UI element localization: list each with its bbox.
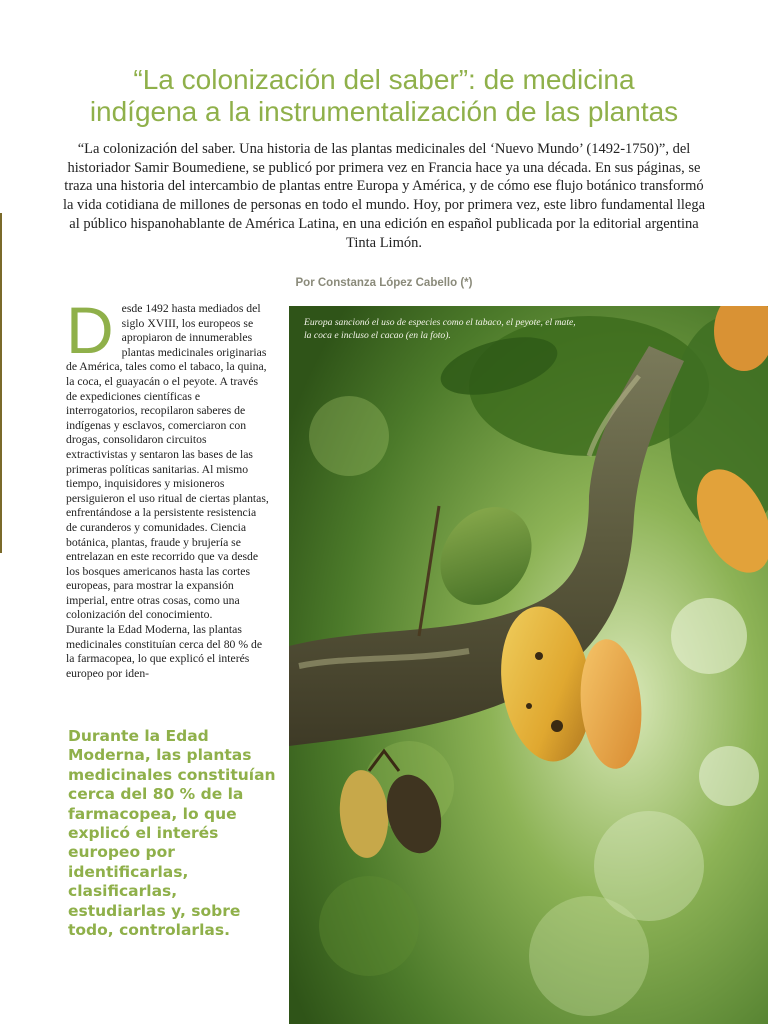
title-line-2: indígena a la instrumentalización de las plantas <box>89 96 679 127</box>
body-paragraph-1: esde 1492 hasta mediados del siglo XVIII, los europeos se apropiaron de innumerables plantas medicinales originarias de América, tales como el tabaco, la quina, la coca, el guayacán o el peyote. A través de expediciones científicas e interrogatorios, recopilaron saberes de indígenas y esclavos, comerciaron con drogas, consolidaron circuitos extractivistas y sentaron las bases de las primeras políticas sanitarias. Al mismo tiempo, inquisidores y misioneros persiguieron el uso ritual de ciertas plantas, enfrentándose a la persistente resistencia de curanderos y comunidades. Ciencia botánica, plantas, fraude y brujería se entrelazan en este recorrido que va desde los bosques americanos hasta las cortes europeas, para mostrar la expansión imperial, entre otras cosas, como una colonización del conocimiento. <box>66 302 269 622</box>
body-column <box>66 293 270 681</box>
title-line-1: “La colonización del saber”: de medicina <box>133 64 635 95</box>
pull-quote: Durante la Edad Moderna, las plantas medicinales constituían cerca del 80 % de la farmacopea, lo que explicó el interés europeo por identificarlas, clasificarlas, estudiarlas y, sobre todo, controlarlas. <box>68 727 276 940</box>
body-paragraph-2: Durante la Edad Moderna, las plantas medicinales constituían cerca del 80 % de la farmacopea, lo que explicó el interés europeo por iden- <box>66 623 263 680</box>
article-title <box>40 64 728 128</box>
page-edge-bar <box>0 213 2 553</box>
cacao-photo-illustration <box>289 306 768 1024</box>
cacao-photo <box>289 306 768 1024</box>
author-byline: Por Constanza López Cabello (*) <box>295 277 473 289</box>
photo-caption: Europa sancionó el uso de especies como el tabaco, el peyote, el mate, la coca e incluso el cacao (en la foto). <box>304 317 576 341</box>
article-intro: “La colonización del saber. Una historia de las plantas medicinales del ‘Nuevo Mundo’ (1492-1750)”, del historiador Samir Boumediene, se publicó por primera vez en Francia hace ya una década. En sus páginas, se traza una historia del intercambio de plantas entre Europa y América, y de cómo ese flujo botánico transformó la vida cotidiana de millones de personas en todo el mundo. Hoy, por primera vez, este libro fundamental llega al público hispanohablante de América Latina, en una edición en español publicada por la editorial argentina Tinta Limón. <box>62 141 706 251</box>
drop-cap: D <box>66 293 114 367</box>
